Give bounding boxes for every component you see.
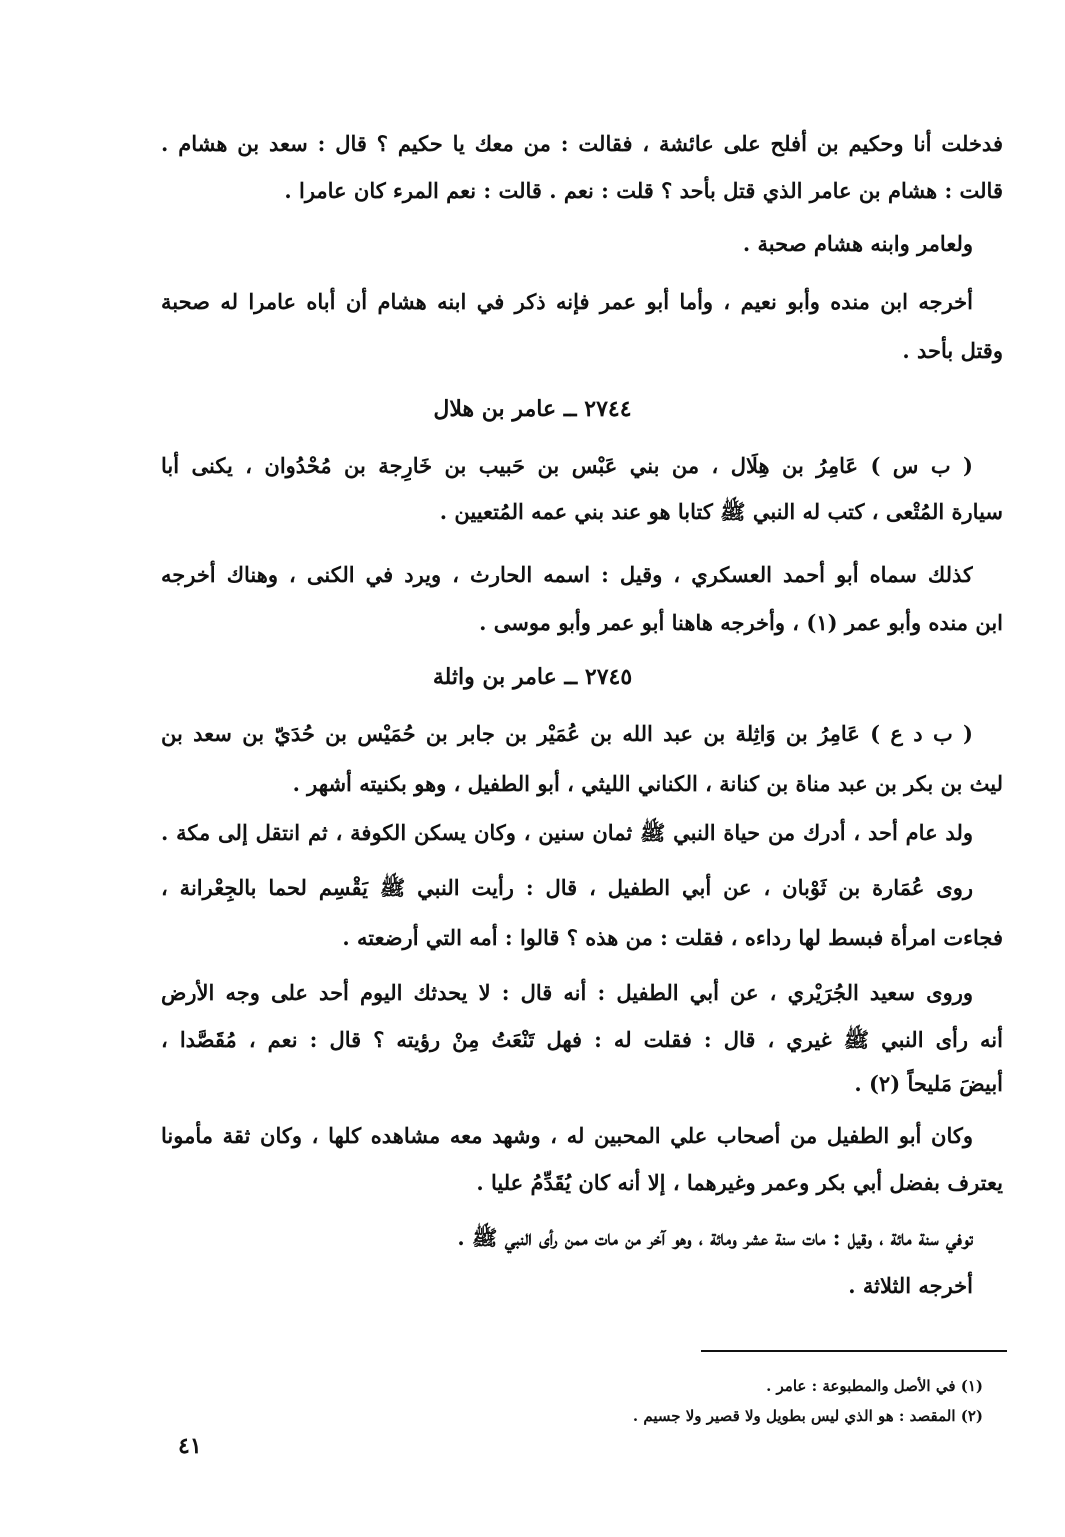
text-line: وقتل بأحد . [902, 338, 1003, 363]
text-line: ( ب د ع ) عَامِرُ بن وَاثِلة بن عبد الله بن عُمَيْر بن جابر بن حُمَيْس بن حُدَيّ بن سعد بن [161, 721, 973, 746]
text-line: قالت : هشام بن عامر الذي قتل بأحد ؟ قلت : نعم . قالت : نعم المرء كان عامرا . [284, 178, 1003, 203]
text-line: ولعامر وابنه هشام صحبة . [742, 231, 973, 256]
text-line: روى عُمَارة بن ثَوْبان ، عن أبي الطفيل ، قال : رأيت النبي ﷺ يَقْسِم لحما بالجِعْرانة ، [161, 875, 973, 900]
text-line: يعترف بفضل أبي بكر وعمر وغيرهما ، إلا أنه كان يُقَدِّمُ عليا . [476, 1170, 1003, 1195]
text-line: أخرجه الثلاثة . [848, 1273, 973, 1298]
text-line: ولد عام أحد ، أدرك من حياة النبي ﷺ ثمان سنين ، وكان يسكن الكوفة ، ثم انتقل إلى مكة . [161, 820, 973, 845]
text-line: ( ب س ) عَامِرُ بن هِلَال ، من بني عَبْس بن حَبيب بن خَارِجة بن مُحْدُوان ، يكنى أبا [161, 453, 973, 478]
page-number: ٤١ [178, 1433, 202, 1459]
text-line: سيارة المُتْعى ، كتب له النبي ﷺ كتابا هو عند بني عمه المُتعيين . [439, 499, 1003, 524]
footnote-divider [701, 1350, 1007, 1352]
text-line: وكان أبو الطفيل من أصحاب علي المحبين له ، وشهد معه مشاهده كلها ، وكان ثقة مأمونا [161, 1123, 973, 1148]
footnote: (١) في الأصل والمطبوعة : عامر . [766, 1377, 983, 1395]
text-line: فجاءت امرأة فبسط لها رداءه ، فقلت : من هذه ؟ قالوا : أمه التي أرضعته . [342, 925, 1003, 950]
text-line: توفي سنة مائة ، وقيل : مات سنة عشر ومائة ، وهو آخر من مات ممن رأى النبي ﷺ . [457, 1225, 973, 1250]
entry-heading: ٢٧٤٤ ــ عامر بن هلال [433, 396, 632, 422]
text-line: ابن منده وأبو عمر (١) ، وأخرجه هاهنا أبو عمر وأبو موسى . [479, 610, 1003, 635]
text-line: أنه رأى النبي ﷺ غيري ، قال : فقلت له : فهل تَنْعَتُ مِنْ رؤيته ؟ قال : نعم ، مُقَصَّدا ، [161, 1027, 1003, 1052]
text-line: أخرجه ابن منده وأبو نعيم ، وأما أبو عمر فإنه ذكر في ابنه هشام أن أباه عامرا له صحبة [161, 289, 973, 314]
text-line: فدخلت أنا وحكيم بن أفلح على عائشة ، فقالت : من معك يا حكيم ؟ قال : سعد بن هشام . [161, 131, 1003, 156]
text-line: وروى سعيد الجُرَيْري ، عن أبي الطفيل : أنه قال : لا يحدثك اليوم أحد على وجه الأرض [161, 980, 973, 1005]
text-line: كذلك سماه أبو أحمد العسكري ، وقيل : اسمه الحارث ، ويرد في الكنى ، وهناك أخرجه [161, 562, 973, 587]
text-line: أبيضَ مَليحاً (٢) . [854, 1071, 1003, 1096]
footnote: (٢) المقصد : هو الذي ليس بطويل ولا قصير ولا جسيم . [632, 1407, 983, 1425]
entry-heading: ٢٧٤٥ ــ عامر بن واثلة [432, 664, 633, 690]
text-line: ليث بن بكر بن عبد مناة بن كنانة ، الكناني الليثي ، أبو الطفيل ، وهو بكنيته أشهر . [292, 771, 1003, 796]
